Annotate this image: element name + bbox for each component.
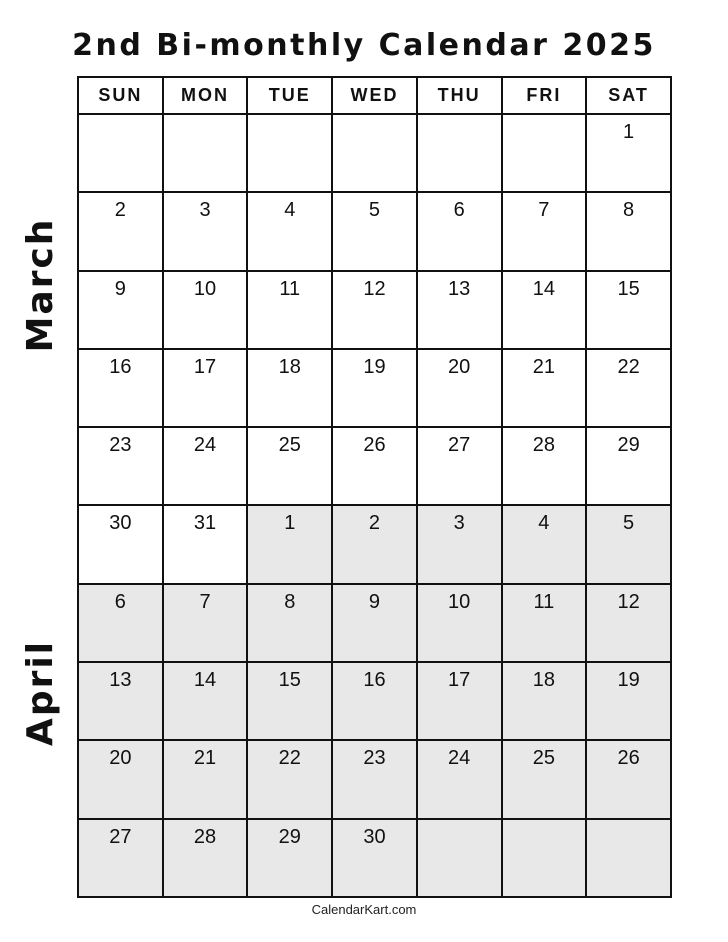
day-number: 4 [284,199,296,222]
weekday-header: SUN [78,77,163,114]
day-cell [332,505,417,583]
day-cell [586,114,671,192]
day-number: 24 [193,434,217,457]
day-number: 13 [448,277,471,300]
day-cell [417,740,502,818]
weekday-header: MON [163,77,248,114]
day-cell [586,740,671,818]
day-number: 3 [199,199,211,222]
day-number: 24 [448,747,471,770]
day-cell [332,662,417,740]
day-cell [417,192,502,270]
day-number: 11 [533,590,555,613]
day-number: 2 [368,512,381,535]
day-cell [332,427,417,505]
day-cell [247,662,332,740]
day-cell [78,819,163,897]
day-number [503,820,586,825]
day-number: 23 [109,434,132,457]
weekday-header-row [78,77,671,114]
day-cell [163,505,248,583]
day-number [587,820,670,825]
day-cell [78,505,163,583]
day-number: 23 [363,747,386,770]
week-row [78,427,671,505]
weekday-header: FRI [502,77,587,114]
day-number: 3 [453,512,465,535]
day-cell [417,349,502,427]
day-number [333,115,416,120]
day-cell [417,114,502,192]
day-cell [78,114,163,192]
day-cell [332,740,417,818]
day-cell [78,349,163,427]
day-cell [417,427,502,505]
day-cell [163,584,248,662]
day-number: 26 [617,747,640,770]
day-number: 29 [617,434,640,457]
day-number: 22 [278,747,301,770]
weekday-header: WED [332,77,417,114]
day-cell [502,662,587,740]
day-cell [502,192,587,270]
day-number: 9 [114,277,126,300]
day-number: 28 [193,825,217,848]
day-cell [78,192,163,270]
day-cell [417,662,502,740]
day-number: 15 [617,277,640,300]
day-number [248,115,331,120]
day-cell [332,192,417,270]
day-number: 16 [363,669,386,692]
day-cell [163,740,248,818]
day-cell [247,192,332,270]
week-row [78,114,671,192]
day-number: 7 [199,590,211,613]
day-number: 4 [538,512,550,535]
day-number: 21 [532,355,555,378]
day-number: 20 [109,747,132,770]
day-number: 5 [368,199,381,222]
day-number: 17 [193,355,217,378]
day-number: 14 [193,669,217,692]
day-number: 20 [448,355,471,378]
day-number: 8 [284,590,296,613]
day-cell [417,271,502,349]
day-number: 9 [368,590,381,613]
day-number: 11 [279,277,301,300]
day-cell [247,114,332,192]
day-number: 10 [448,590,471,613]
day-cell [247,584,332,662]
day-number: 27 [109,825,132,848]
week-row [78,819,671,897]
day-number: 19 [617,669,640,692]
day-number: 1 [623,121,635,143]
day-cell [247,349,332,427]
day-cell [502,114,587,192]
day-cell [247,740,332,818]
day-cell [586,819,671,897]
day-cell [78,662,163,740]
week-row [78,349,671,427]
day-number [79,115,162,120]
day-cell [586,662,671,740]
day-number: 5 [623,512,635,535]
day-cell [163,192,248,270]
day-number: 18 [532,669,555,692]
day-cell [502,271,587,349]
day-cell [78,271,163,349]
day-number: 29 [278,825,301,848]
day-cell [417,505,502,583]
day-cell [332,271,417,349]
day-number: 31 [193,512,217,535]
week-row [78,271,671,349]
day-cell [163,114,248,192]
day-number: 22 [617,355,640,378]
week-row [78,584,671,662]
calendar-title: 2nd Bi-monthly Calendar 2025 [72,28,656,63]
day-cell [586,505,671,583]
day-cell [332,349,417,427]
day-cell [78,740,163,818]
day-cell [502,427,587,505]
day-number [164,115,247,120]
month-label-march: March [20,217,61,353]
day-number: 14 [532,277,555,300]
week-row [78,505,671,583]
day-cell [247,427,332,505]
day-number: 26 [363,434,386,457]
calendar-body [78,114,671,897]
day-cell [78,584,163,662]
day-cell [586,584,671,662]
footer-site-name: CalendarKart.com [311,902,417,917]
day-number: 27 [448,434,471,457]
day-cell [586,427,671,505]
day-number: 21 [193,747,217,770]
day-number: 30 [363,825,386,848]
day-number: 2 [114,199,126,222]
day-number: 15 [278,669,301,692]
day-number: 13 [109,669,132,692]
weekday-header: TUE [247,77,332,114]
day-cell [502,349,587,427]
day-cell [502,740,587,818]
day-number: 28 [532,434,555,457]
day-cell [332,819,417,897]
month-label-april: April [20,639,61,747]
day-cell [417,819,502,897]
weekday-header: SAT [586,77,671,114]
day-cell [247,819,332,897]
day-number: 12 [363,277,386,300]
week-row [78,662,671,740]
day-cell [163,271,248,349]
day-cell [502,505,587,583]
day-number: 1 [284,512,296,535]
day-number: 17 [448,669,471,692]
weekday-header: THU [417,77,502,114]
day-cell [417,584,502,662]
day-number: 12 [617,590,640,613]
day-cell [163,819,248,897]
day-cell [163,662,248,740]
day-number: 30 [109,512,132,535]
day-number [418,820,501,825]
day-number: 10 [193,277,217,300]
week-row [78,740,671,818]
day-number [418,115,501,120]
day-number: 16 [109,355,132,378]
week-row [78,192,671,270]
day-number: 6 [453,199,465,222]
day-cell [247,271,332,349]
day-cell [163,427,248,505]
day-number: 18 [278,355,301,378]
day-cell [163,349,248,427]
day-number: 7 [538,199,550,222]
day-number: 25 [278,434,301,457]
day-cell [332,114,417,192]
day-cell [586,349,671,427]
day-number: 25 [532,747,555,770]
day-number [503,115,586,120]
day-cell [332,584,417,662]
day-number: 8 [623,199,635,222]
day-number: 6 [114,590,126,613]
day-cell [78,427,163,505]
calendar-grid [77,76,672,898]
day-cell [247,505,332,583]
day-number: 19 [363,355,386,378]
day-cell [586,192,671,270]
day-cell [502,819,587,897]
day-cell [586,271,671,349]
day-cell [502,584,587,662]
